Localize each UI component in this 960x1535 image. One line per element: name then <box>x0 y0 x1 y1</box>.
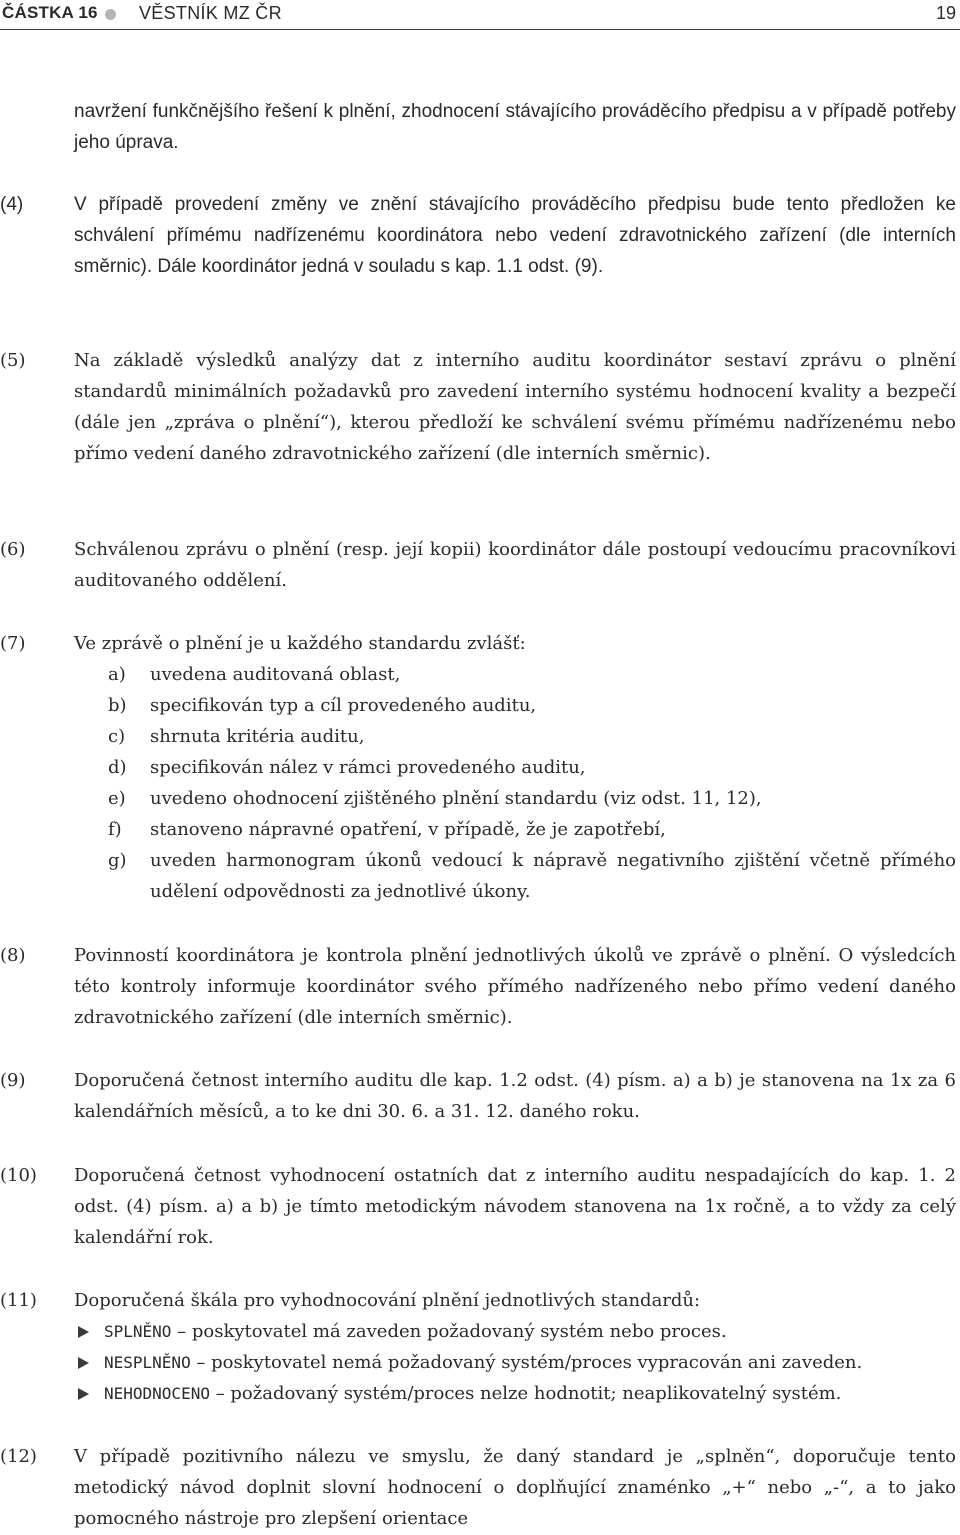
paragraph-text: V případě provedení změny ve znění stávajícího prováděcího předpisu bude tento předložen ke schválení přímému nadřízenému koordinátora nebo vedení zdravotnického zařízení (dle interních směrnic). Dále koordinátor jedná v souladu s kap. 1.1 odst. (9). <box>74 194 956 277</box>
paragraph-number: (12) <box>0 1446 37 1467</box>
paragraph-text: Ve zprávě o plnění je u každého standardu zvlášť: <box>74 633 526 654</box>
list-item-text: stanoveno nápravné opatření, v případě, že je zapotřebí, <box>150 819 666 840</box>
rating-term: NESPLNĚNO <box>104 1353 191 1372</box>
paragraph-number: (9) <box>0 1070 26 1091</box>
list-item <box>108 814 956 845</box>
list-item <box>108 659 956 690</box>
list-letter: g) <box>108 850 127 871</box>
list-item-text: specifikován typ a cíl provedeného auditu, <box>150 695 537 716</box>
paragraph-number: (5) <box>0 350 26 371</box>
triangle-bullet-icon <box>78 1326 89 1338</box>
paragraph-text: Povinností koordinátora je kontrola plnění jednotlivých úkolů ve zprávě o plnění. O výsledcích této kontroly informuje koordinátor svého přímého nadřízeného nebo přímo vedení daného zdravotnického zařízení (dle interních směrnic). <box>74 945 956 1028</box>
list-letter: b) <box>108 695 127 716</box>
list-item <box>108 752 956 783</box>
journal-title: VĚSTNÍK MZ ČR <box>139 3 282 23</box>
list-item <box>76 1347 956 1378</box>
list-item <box>108 690 956 721</box>
list-item <box>108 721 956 752</box>
paragraph-text: Doporučená škála pro vyhodnocování plnění jednotlivých standardů: <box>74 1290 701 1311</box>
paragraph-number: (6) <box>0 539 26 560</box>
rating-term: NEHODNOCENO <box>104 1384 210 1403</box>
paragraph-number: (7) <box>0 633 26 654</box>
separator-dot-icon <box>105 9 116 20</box>
list-item <box>76 1378 956 1409</box>
list-letter: d) <box>108 757 127 778</box>
list-item-text: shrnuta kritéria auditu, <box>150 726 365 747</box>
list-item <box>108 845 956 907</box>
paragraph-number: (11) <box>0 1290 37 1311</box>
paragraph-text: Doporučená četnost interního auditu dle kap. 1.2 odst. (4) písm. a) a b) je stanovena na 1x za 6 kalendářních měsíců, a to ke dni 30. 6. a 31. 12. daného roku. <box>74 1070 956 1122</box>
list-letter: e) <box>108 788 126 809</box>
list-letter: a) <box>108 664 126 685</box>
rating-description: – požadovaný systém/proces nelze hodnotit; neaplikovatelný systém. <box>209 1383 842 1404</box>
triangle-bullet-icon <box>78 1357 89 1369</box>
triangle-bullet-icon <box>78 1388 89 1400</box>
paragraph-number: (4) <box>0 194 24 215</box>
paragraph-text: Schválenou zprávu o plnění (resp. její kopii) koordinátor dále postoupí vedoucímu pracovníkovi auditovaného oddělení. <box>74 539 956 591</box>
paragraph-text: V případě pozitivního nálezu ve smyslu, že daný standard je „splněn“, doporučuje tento metodický návod doplnit slovní hodnocení o doplňující znaménko „+“ nebo „-“, a to jako pomocného nástroje pro zlepšení orientace <box>74 1446 956 1529</box>
intro-text: navržení funkčnějšího řešení k plnění, zhodnocení stávajícího prováděcího předpisu a v případě potřeby jeho úprava. <box>74 101 956 153</box>
report-contents-list <box>108 659 956 907</box>
list-letter: c) <box>108 726 126 747</box>
rating-description: – poskytovatel nemá požadovaný systém/proces vypracován ani zaveden. <box>190 1352 863 1373</box>
list-item <box>76 1316 956 1347</box>
list-item-text: uveden harmonogram úkonů vedoucí k nápravě negativního zjištění včetně přímého udělení odpovědnosti za jednotlivé úkony. <box>150 850 956 902</box>
rating-description: – poskytovatel má zaveden požadovaný systém nebo proces. <box>171 1321 727 1342</box>
page-number: 19 <box>935 3 956 23</box>
paragraph-text: Na základě výsledků analýzy dat z interního auditu koordinátor sestaví zprávu o plnění standardů minimálních požadavků pro zavedení interního systému hodnocení kvality a bezpečí (dále jen „zpráva o plnění“), kterou předloží ke schválení svému přímému nadřízenému nebo přímo vedení daného zdravotnického zařízení (dle interních směrnic). <box>74 350 956 464</box>
paragraph-text: Doporučená četnost vyhodnocení ostatních dat z interního auditu nespadajících do kap. 1. 2 odst. (4) písm. a) a b) je tímto metodickým návodem stanovena na 1x ročně, a to vždy za celý kalendářní rok. <box>74 1165 956 1248</box>
rating-term: SPLNĚNO <box>104 1322 172 1341</box>
list-item-text: specifikován nález v rámci provedeného auditu, <box>150 757 586 778</box>
issue-part: ČÁSTKA 16 <box>2 3 98 22</box>
rating-scale-list <box>76 1316 956 1409</box>
paragraph-number: (8) <box>0 945 26 966</box>
list-item-text: uvedeno ohodnocení zjištěného plnění standardu (viz odst. 11, 12), <box>150 788 762 809</box>
list-item-text: uvedena auditovaná oblast, <box>150 664 401 685</box>
page-header <box>0 0 960 30</box>
paragraph-number: (10) <box>0 1165 37 1186</box>
list-item <box>108 783 956 814</box>
list-letter: f) <box>108 819 122 840</box>
